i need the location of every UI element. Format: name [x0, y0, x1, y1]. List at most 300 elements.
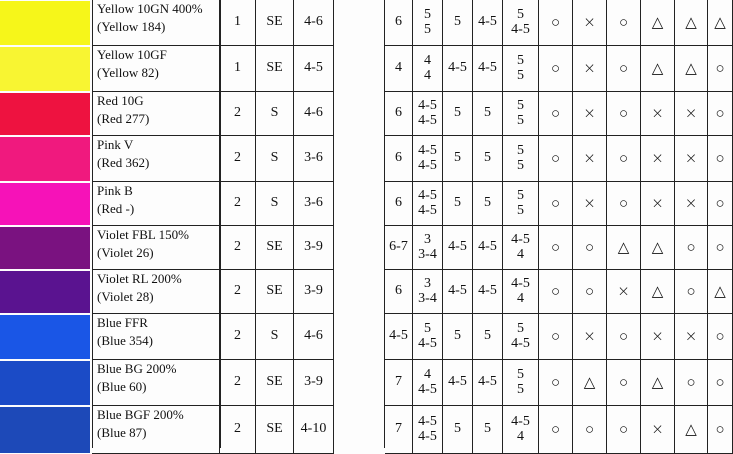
symbol-cell — [573, 92, 607, 136]
stacked-rating — [424, 8, 431, 37]
value-cell — [220, 226, 256, 270]
symbol-mark: ○ — [584, 237, 595, 256]
rating-value: 4-5 — [448, 239, 467, 255]
symbol-mark: △ — [685, 58, 697, 77]
symbol-mark: ○ — [686, 237, 696, 256]
table-row — [0, 226, 733, 270]
value-cell — [294, 270, 334, 314]
symbol-cell — [675, 360, 708, 406]
value-cell — [256, 0, 294, 46]
symbol-mark: △ — [714, 281, 726, 300]
stacked-rating — [418, 368, 437, 397]
symbol-mark: ○ — [715, 372, 725, 391]
rating-cell — [503, 314, 539, 360]
symbol-cell — [675, 136, 708, 182]
rating-cell — [443, 270, 473, 314]
color-swatch — [0, 227, 90, 269]
symbol-cell — [708, 270, 733, 314]
symbol-cell — [607, 136, 641, 182]
rating-value: 3-9 — [304, 239, 323, 255]
rating-bottom: 4-5 — [511, 21, 530, 37]
rating-value: 4-5 — [304, 60, 323, 76]
value-cell — [220, 46, 256, 92]
symbol-cell — [708, 406, 733, 454]
dye-name-cell — [92, 406, 220, 454]
symbol-mark: ○ — [715, 103, 725, 122]
rating-value: S — [270, 105, 279, 121]
symbol-mark: ○ — [618, 12, 629, 31]
rating-cell — [413, 226, 443, 270]
rating-top: 3 — [423, 231, 431, 247]
symbol-mark: ○ — [550, 419, 561, 438]
symbol-cell — [675, 46, 708, 92]
rating-value: 4-5 — [389, 328, 408, 344]
stacked-rating — [511, 8, 530, 37]
rating-value: 1 — [234, 60, 241, 76]
rating-value: SE — [266, 60, 283, 76]
value-cell — [256, 360, 294, 406]
dye-name-cell — [92, 360, 220, 406]
symbol-mark: ○ — [618, 103, 629, 122]
symbol-cell — [539, 226, 573, 270]
rating-value: 5 — [454, 150, 461, 166]
rating-top: 4-5 — [418, 413, 437, 429]
dye-name: Pink V — [97, 137, 134, 152]
rating-cell — [503, 92, 539, 136]
rating-value: 2 — [234, 150, 241, 166]
symbol-mark: △ — [651, 237, 664, 256]
rating-top: 5 — [517, 52, 524, 68]
rating-cell — [385, 226, 413, 270]
rating-value: 2 — [234, 374, 241, 390]
rating-top: 5 — [516, 6, 524, 22]
dye-name: Red 10G — [97, 93, 144, 108]
symbol-cell — [641, 182, 675, 226]
symbol-cell — [573, 226, 607, 270]
rating-value: 5 — [484, 328, 491, 344]
table-row — [0, 270, 733, 314]
rating-value: 6 — [395, 283, 402, 299]
value-cell — [256, 406, 294, 454]
rating-top: 5 — [424, 6, 431, 22]
color-swatch — [0, 361, 90, 405]
value-cell — [256, 270, 294, 314]
rating-cell — [443, 406, 473, 454]
symbol-cell — [573, 270, 607, 314]
symbol-mark: ○ — [584, 281, 595, 300]
symbol-cell — [675, 314, 708, 360]
rating-cell — [385, 136, 413, 182]
value-cell — [220, 360, 256, 406]
rating-value: 5 — [454, 105, 461, 121]
rating-cell — [473, 46, 503, 92]
color-swatch — [0, 271, 90, 313]
symbol-cell — [607, 46, 641, 92]
symbol-cell — [708, 314, 733, 360]
symbol-mark: × — [583, 326, 596, 345]
symbol-mark: △ — [651, 281, 664, 300]
symbol-mark: △ — [583, 372, 596, 391]
symbol-cell — [573, 0, 607, 46]
symbol-cell — [573, 360, 607, 406]
rating-value: 6 — [395, 150, 402, 166]
symbol-cell — [539, 0, 573, 46]
rating-value: 5 — [454, 14, 461, 30]
symbol-mark: × — [583, 103, 596, 122]
rating-cell — [473, 314, 503, 360]
symbol-mark: ○ — [618, 372, 629, 391]
symbol-cell — [675, 270, 708, 314]
color-index: (Blue 60) — [97, 378, 147, 394]
rating-cell — [503, 46, 539, 92]
rating-cell — [503, 136, 539, 182]
rating-value: S — [270, 195, 279, 211]
color-index: (Red 362) — [97, 154, 150, 170]
symbol-mark: × — [651, 193, 664, 212]
symbol-cell — [607, 270, 641, 314]
color-index: (Blue 87) — [97, 424, 147, 440]
symbol-mark: △ — [685, 12, 697, 31]
color-swatch — [0, 407, 90, 453]
rating-cell — [413, 0, 443, 46]
stacked-rating — [418, 277, 437, 306]
rating-value: 5 — [454, 421, 461, 437]
symbol-cell — [573, 314, 607, 360]
rating-value: SE — [266, 374, 283, 390]
stacked-rating — [517, 99, 524, 128]
rating-bottom: 5 — [424, 21, 431, 37]
value-cell — [256, 226, 294, 270]
stacked-rating — [418, 233, 437, 262]
value-cell — [294, 136, 334, 182]
rating-top: 4-5 — [418, 97, 437, 113]
rating-cell — [385, 314, 413, 360]
symbol-mark: ○ — [715, 148, 725, 167]
symbol-cell — [539, 136, 573, 182]
table-row — [0, 314, 733, 360]
value-cell — [294, 182, 334, 226]
rating-cell — [385, 92, 413, 136]
rating-value: 2 — [234, 421, 241, 437]
rating-top: 3 — [423, 275, 431, 291]
rating-bottom: 4-5 — [418, 428, 437, 444]
rating-bottom: 5 — [517, 67, 524, 83]
symbol-cell — [573, 136, 607, 182]
rating-cell — [473, 360, 503, 406]
rating-value: 5 — [484, 105, 491, 121]
symbol-mark: × — [651, 103, 664, 122]
rating-value: 5 — [484, 195, 491, 211]
rating-value: SE — [266, 283, 283, 299]
rating-value: 2 — [234, 283, 241, 299]
color-swatch — [0, 137, 90, 181]
rating-top: 4 — [423, 366, 431, 382]
rating-cell — [443, 314, 473, 360]
rating-top: 5 — [423, 320, 431, 336]
rating-value: 4-6 — [304, 105, 323, 121]
symbol-mark: × — [583, 58, 596, 77]
symbol-mark: × — [651, 419, 664, 438]
symbol-mark: ○ — [618, 193, 629, 212]
rating-top: 4-5 — [511, 231, 530, 247]
rating-value: 4-5 — [448, 374, 467, 390]
rating-cell — [443, 360, 473, 406]
symbol-mark: ○ — [715, 58, 725, 77]
value-cell — [294, 92, 334, 136]
symbol-mark: △ — [714, 12, 726, 31]
dye-name-cell — [92, 270, 220, 314]
table-row — [0, 46, 733, 92]
rating-cell — [413, 182, 443, 226]
value-cell — [220, 136, 256, 182]
rating-value: 2 — [234, 105, 241, 121]
value-cell — [294, 360, 334, 406]
dye-name-cell — [92, 314, 220, 360]
symbol-cell — [607, 182, 641, 226]
symbol-mark: ○ — [618, 148, 629, 167]
symbol-cell — [641, 360, 675, 406]
symbol-cell — [641, 46, 675, 92]
symbol-mark: △ — [651, 372, 664, 391]
symbol-cell — [607, 406, 641, 454]
symbol-mark: ○ — [550, 281, 561, 300]
rating-top: 4-5 — [511, 413, 530, 429]
color-swatch — [0, 183, 90, 225]
rating-value: 4-6 — [304, 14, 323, 30]
rating-value: 3-6 — [304, 195, 323, 211]
symbol-cell — [641, 314, 675, 360]
rating-value: 1 — [234, 14, 241, 30]
rating-cell — [443, 182, 473, 226]
symbol-cell — [675, 406, 708, 454]
rating-cell — [443, 136, 473, 182]
value-cell — [256, 182, 294, 226]
symbol-cell — [607, 92, 641, 136]
rating-bottom: 4-5 — [418, 335, 437, 351]
stacked-rating — [517, 189, 524, 218]
stacked-rating — [511, 415, 530, 444]
rating-cell — [473, 0, 503, 46]
rating-top: 5 — [517, 187, 524, 203]
rating-bottom: 3-4 — [418, 246, 437, 262]
symbol-cell — [539, 314, 573, 360]
symbol-mark: ○ — [550, 12, 561, 31]
rating-value: 6 — [395, 105, 402, 121]
rating-cell — [473, 136, 503, 182]
table-row — [0, 406, 733, 454]
rating-top: 5 — [517, 97, 524, 113]
stacked-rating — [511, 277, 530, 306]
rating-value: 4-5 — [448, 60, 467, 76]
symbol-cell — [708, 226, 733, 270]
rating-value: 5 — [484, 421, 491, 437]
symbol-mark: ○ — [550, 58, 561, 77]
table-row — [0, 182, 733, 226]
rating-bottom: 4 — [516, 428, 524, 444]
symbol-mark: ○ — [715, 237, 725, 256]
rating-value: S — [270, 150, 279, 166]
rating-value: 4-6 — [304, 328, 323, 344]
dye-name: Blue BGF 200% — [97, 407, 184, 422]
symbol-cell — [539, 270, 573, 314]
value-cell — [220, 182, 256, 226]
rating-value: 4-5 — [478, 239, 497, 255]
stacked-rating — [517, 368, 524, 397]
stacked-rating — [418, 415, 437, 444]
rating-value: 7 — [395, 374, 402, 390]
rating-bottom: 4 — [516, 246, 524, 262]
rating-value: 3-9 — [304, 374, 323, 390]
dye-name: Yellow 10GN 400% — [97, 1, 203, 16]
rating-value: 4-5 — [448, 283, 467, 299]
rating-value: SE — [266, 421, 283, 437]
rating-value: 6 — [395, 14, 402, 30]
stacked-rating — [511, 233, 530, 262]
symbol-cell — [607, 226, 641, 270]
symbol-mark: △ — [651, 12, 664, 31]
rating-cell — [385, 46, 413, 92]
symbol-cell — [641, 136, 675, 182]
rating-bottom: 4 — [424, 67, 431, 83]
symbol-mark: △ — [617, 237, 630, 256]
color-index: (Yellow 82) — [97, 64, 159, 80]
rating-value: 5 — [484, 150, 491, 166]
rating-value: 7 — [395, 421, 402, 437]
rating-value: 4-10 — [300, 421, 327, 437]
dye-name: Pink B — [97, 183, 133, 198]
value-cell — [220, 314, 256, 360]
stacked-rating — [511, 322, 530, 351]
rating-top: 4 — [424, 52, 431, 68]
symbol-cell — [708, 92, 733, 136]
rating-cell — [413, 92, 443, 136]
dye-name-cell — [92, 0, 220, 46]
rating-cell — [413, 46, 443, 92]
rating-cell — [385, 0, 413, 46]
rating-top: 4-5 — [511, 275, 530, 291]
column-divider — [92, 0, 93, 448]
symbol-mark: ○ — [686, 372, 696, 391]
rating-cell — [473, 406, 503, 454]
symbol-mark: △ — [685, 419, 697, 438]
rating-top: 5 — [516, 320, 524, 336]
symbol-cell — [573, 406, 607, 454]
rating-value: S — [270, 328, 279, 344]
table-row — [0, 360, 733, 406]
symbol-cell — [641, 406, 675, 454]
dye-name-cell — [92, 92, 220, 136]
color-index: (Red 277) — [97, 110, 150, 126]
symbol-mark: × — [617, 281, 630, 300]
color-index: (Blue 354) — [97, 332, 153, 348]
rating-value: 5 — [454, 328, 461, 344]
rating-bottom: 4 — [516, 290, 524, 306]
rating-cell — [443, 46, 473, 92]
rating-top: 4-5 — [418, 187, 437, 203]
symbol-mark: ○ — [715, 419, 725, 438]
value-cell — [256, 46, 294, 92]
symbol-mark: ○ — [550, 148, 561, 167]
rating-cell — [413, 360, 443, 406]
rating-cell — [473, 182, 503, 226]
symbol-cell — [708, 360, 733, 406]
stacked-rating — [418, 144, 437, 173]
column-divider — [384, 0, 385, 448]
stacked-rating — [418, 99, 437, 128]
rating-value: 2 — [234, 195, 241, 211]
symbol-mark: × — [583, 12, 596, 31]
symbol-cell — [539, 92, 573, 136]
value-cell — [256, 314, 294, 360]
symbol-cell — [708, 182, 733, 226]
symbol-cell — [675, 92, 708, 136]
symbol-mark: ○ — [550, 372, 561, 391]
rating-cell — [443, 0, 473, 46]
symbol-cell — [607, 360, 641, 406]
rating-value: 2 — [234, 328, 241, 344]
rating-top: 5 — [517, 142, 524, 158]
symbol-cell — [641, 270, 675, 314]
value-cell — [220, 92, 256, 136]
symbol-cell — [539, 46, 573, 92]
symbol-mark: ○ — [550, 237, 561, 256]
dye-name: Blue FFR — [97, 315, 148, 330]
rating-cell — [503, 0, 539, 46]
rating-cell — [503, 406, 539, 454]
color-index: (Violet 26) — [97, 244, 154, 260]
color-index: (Yellow 184) — [97, 18, 166, 34]
symbol-cell — [675, 226, 708, 270]
rating-top: 5 — [517, 366, 524, 382]
dye-name-cell — [92, 182, 220, 226]
rating-bottom: 3-4 — [418, 290, 437, 306]
color-index: (Red -) — [97, 200, 135, 216]
rating-cell — [503, 270, 539, 314]
dye-name-cell — [92, 46, 220, 92]
dye-name-cell — [92, 226, 220, 270]
rating-value: SE — [266, 239, 283, 255]
rating-cell — [473, 92, 503, 136]
symbol-mark: ○ — [686, 281, 696, 300]
symbol-mark: × — [684, 148, 698, 167]
value-cell — [220, 270, 256, 314]
rating-cell — [385, 406, 413, 454]
dye-name: Blue BG 200% — [97, 361, 177, 376]
table-row — [0, 0, 733, 46]
symbol-mark: ○ — [715, 193, 725, 212]
value-cell — [256, 92, 294, 136]
symbol-cell — [539, 360, 573, 406]
symbol-mark: ○ — [550, 103, 561, 122]
rating-bottom: 4-5 — [418, 381, 437, 397]
dye-name: Violet FBL 150% — [97, 227, 189, 242]
color-swatch — [0, 1, 90, 45]
rating-cell — [443, 92, 473, 136]
symbol-mark: ○ — [618, 419, 629, 438]
rating-cell — [503, 226, 539, 270]
symbol-cell — [641, 92, 675, 136]
rating-value: SE — [266, 14, 283, 30]
rating-value: 2 — [234, 239, 241, 255]
symbol-mark: ○ — [618, 326, 629, 345]
value-cell — [294, 0, 334, 46]
table-row — [0, 92, 733, 136]
stacked-rating — [517, 54, 524, 83]
rating-cell — [443, 226, 473, 270]
rating-top: 4-5 — [418, 142, 437, 158]
rating-cell — [413, 314, 443, 360]
symbol-mark: ○ — [618, 58, 629, 77]
